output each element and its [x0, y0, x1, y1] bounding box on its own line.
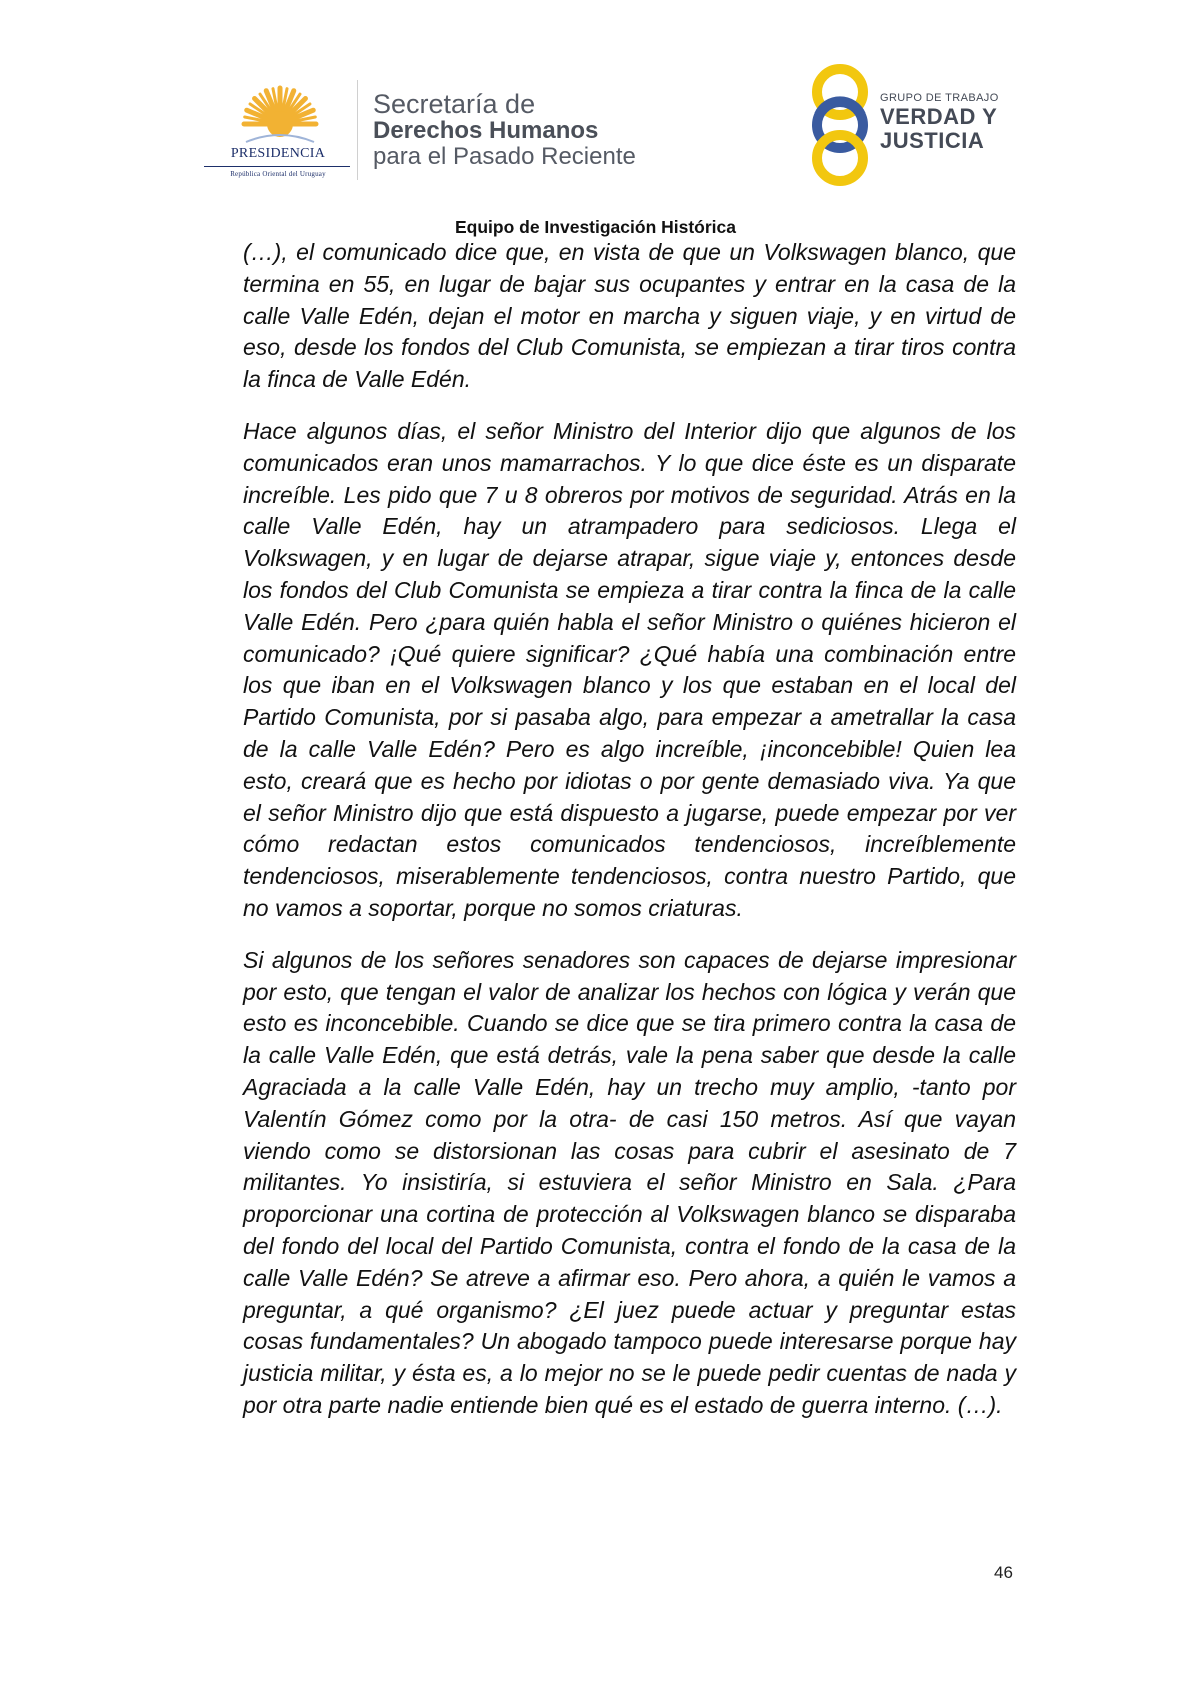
- gtvj-line1: GRUPO DE TRABAJO: [880, 92, 999, 104]
- presidencia-logo: [198, 80, 350, 180]
- team-heading: Equipo de Investigación Histórica: [454, 217, 737, 237]
- document-body: [243, 237, 1016, 1442]
- verdad-justicia-text: [880, 92, 999, 153]
- gtvj-line2: VERDAD Y: [880, 104, 998, 129]
- secretaria-line3: para el Pasado Reciente: [373, 143, 636, 170]
- secretaria-line1: Secretaría de: [373, 89, 536, 119]
- paragraph-3: Si algunos de los señores senadores son capaces de dejarse impresionar por esto, que tengan el valor de analizar los hechos con lógica y verán que esto es inconcebible. Cuando se dice que se tira primero contra la casa de la calle Valle Edén, que está detrás, vale la pena saber que desde la calle Agraciada a la calle Valle Edén, hay un trecho muy amplio, -tanto por Valentín Gómez como por la otra- de casi 150 metros. Así que vayan viendo como se distorsionan las cosas para cubrir el asesinato de 7 militantes. Yo insistiría, si estuviera el señor Ministro en Sala. ¿Para proporcionar una cortina de protección al Volkswagen blanco se disparaba del fondo del local del Partido Comunista, contra el fondo de la casa de la calle Valle Edén? Se atreve a afirmar eso. Pero ahora, a quién le vamos a preguntar, a qué organismo? ¿El juez puede actuar y preguntar estas cosas fundamentales? Un abogado tampoco puede interesarse porque hay justicia militar, y ésta es, a lo mejor no se le puede pedir cuentas de nada y por otra parte nadie entiende bien qué es el estado de guerra interno. (…).: [243, 946, 1016, 1418]
- presidencia-divider: [204, 166, 350, 167]
- page-number: 46: [994, 1563, 1013, 1582]
- verdad-justicia-logo: [808, 62, 1020, 188]
- gtvj-line3: JUSTICIA: [880, 128, 985, 153]
- secretaria-line2: Derechos Humanos: [373, 117, 599, 144]
- presidencia-title: PRESIDENCIA: [230, 146, 326, 161]
- secretaria-heading: [373, 90, 636, 170]
- header-divider: [357, 80, 358, 180]
- presidencia-subtitle: República Oriental del Uruguay: [230, 170, 326, 178]
- sun-emblem-icon: [240, 80, 320, 150]
- linked-rings-icon: [808, 62, 878, 188]
- paragraph-2: Hace algunos días, el señor Ministro del Interior dijo que algunos de los comunicados eran unos mamarrachos. Y lo que dice éste es un disparate increíble. Les pido que 7 u 8 obreros por motivos de seguridad. Atrás en la calle Valle Edén, hay un atrampadero para sediciosos. Llega el Volkswagen, y en lugar de dejarse atrapar, sigue viaje y, entonces desde los fondos del Club Comunista se empieza a tirar contra la finca de la calle Valle Edén. Pero ¿para quién habla el señor Ministro o quiénes hicieron el comunicado? ¡Qué quiere significar? ¿Qué había una combinación entre los que iban en el Volkswagen blanco y los que estaban en el local del Partido Comunista, por si pasaba algo, para empezar a ametrallar la casa de la calle Valle Edén? Pero es algo increíble, ¡inconcebible! Quien lea esto, creará que es hecho por idiotas o por gente demasiado viva. Ya que el señor Ministro dijo que está dispuesto a jugarse, puede empezar por ver cómo redactan estos comunicados tendenciosos, increíblemente tendenciosos, miserablemente tendenciosos, contra nuestro Partido, que no vamos a soportar, porque no somos criaturas.: [243, 417, 1016, 921]
- paragraph-1: (…), el comunicado dice que, en vista de que un Volkswagen blanco, que termina en 55, en lugar de bajar sus ocupantes y entrar en la casa de la calle Valle Edén, dejan el motor en marcha y siguen viaje, y en virtud de eso, desde los fondos del Club Comunista, se empiezan a tirar tiros contra la finca de Valle Edén.: [243, 239, 1016, 393]
